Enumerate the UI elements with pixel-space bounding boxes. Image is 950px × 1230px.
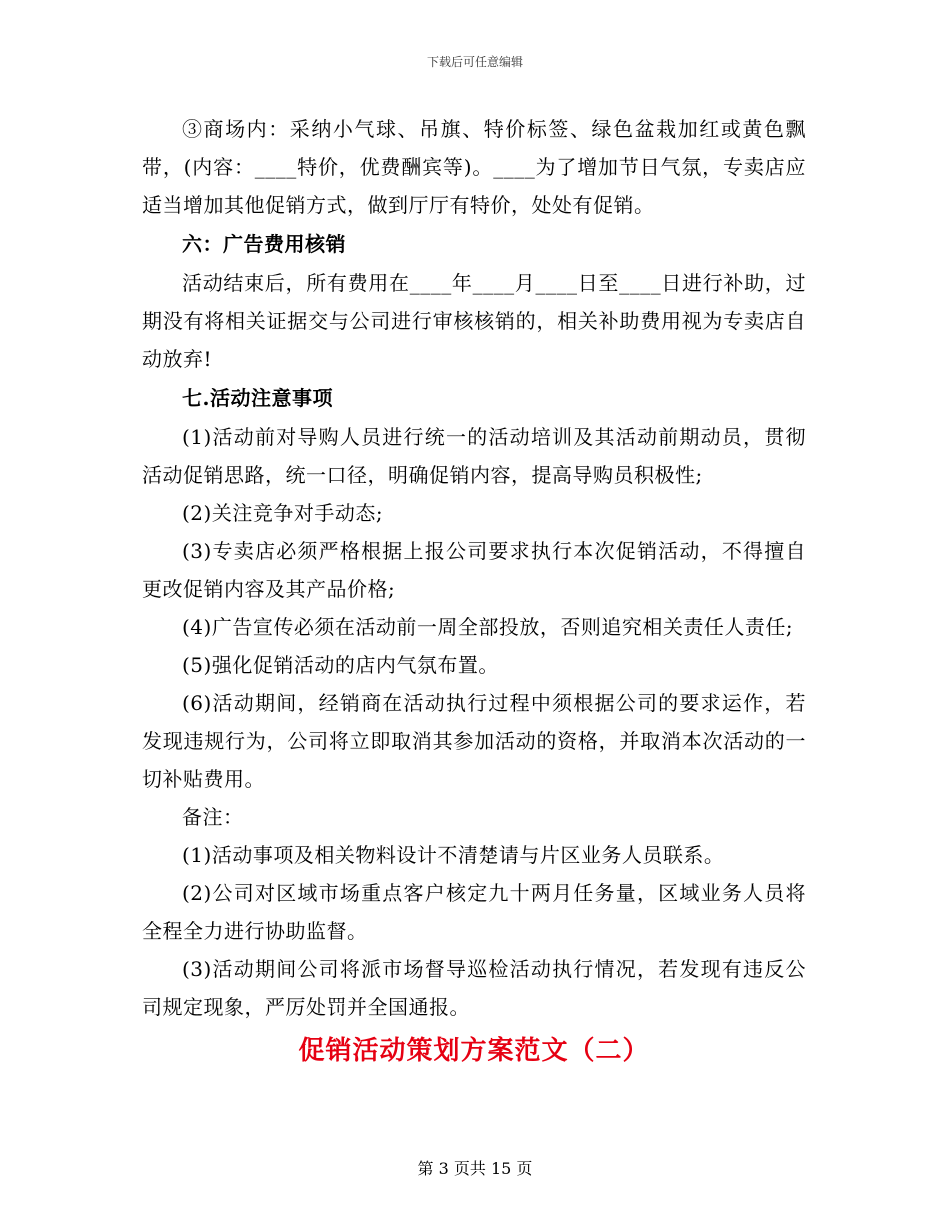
- section-title: 促销活动策划方案范文（二）: [298, 1036, 650, 1066]
- document-body: [142, 110, 806, 1074]
- list-item-note-6: (6)活动期间，经销商在活动执行过程中须根据公司的要求运作，若发现违规行为，公司将立即取消其参加活动的资格，并取消本次活动的一切补贴费用。: [142, 691, 806, 791]
- remarks-label: 备注：: [182, 805, 244, 829]
- list-item-remark-3: (3)活动期间公司将派市场督导巡检活动执行情况，若发现有违反公司规定现象，严厉处罚并全国通报。: [142, 957, 806, 1019]
- list-item-note-4: (4)广告宣传必须在活动前一周全部投放，否则追究相关责任人责任;: [182, 615, 794, 639]
- heading-activity-notes: 七.活动注意事项: [182, 386, 333, 410]
- list-item-note-2: (2)关注竞争对手动态;: [182, 501, 384, 525]
- page-footer: 第 3 页共 15 页: [417, 1159, 533, 1178]
- list-item-note-5: (5)强化促销活动的店内气氛布置。: [182, 653, 499, 677]
- list-item-note-1: (1)活动前对导购人员进行统一的活动培训及其活动前期动员，贯彻活动促销思路，统一口径，明确促销内容，提高导购员积极性;: [142, 425, 806, 487]
- heading-ad-fee-settlement: 六：广告费用核销: [182, 232, 346, 256]
- paragraph-fee-settlement: 活动结束后，所有费用在____年____月____日至____日进行补助，过期没有将相关证据交与公司进行审核核销的，相关补助费用视为专卖店自动放弃!: [142, 271, 806, 371]
- list-item-note-3: (3)专卖店必须严格根据上报公司要求执行本次促销活动，不得擅自更改促销内容及其产品价格;: [142, 539, 806, 601]
- list-item-remark-2: (2)公司对区域市场重点客户核定九十两月任务量，区域业务人员将全程全力进行协助监督。: [142, 881, 806, 943]
- list-item-remark-1: (1)活动事项及相关物料设计不清楚请与片区业务人员联系。: [182, 843, 725, 867]
- paragraph-mall-decoration: ③商场内：采纳小气球、吊旗、特价标签、绿色盆栽加红或黄色飘带，(内容：____特价，优费酬宾等)。____为了增加节日气氛，专卖店应适当增加其他促销方式，做到厅厅有特价，处处有促销。: [142, 117, 806, 217]
- page-header: 下载后可任意编辑: [426, 55, 523, 69]
